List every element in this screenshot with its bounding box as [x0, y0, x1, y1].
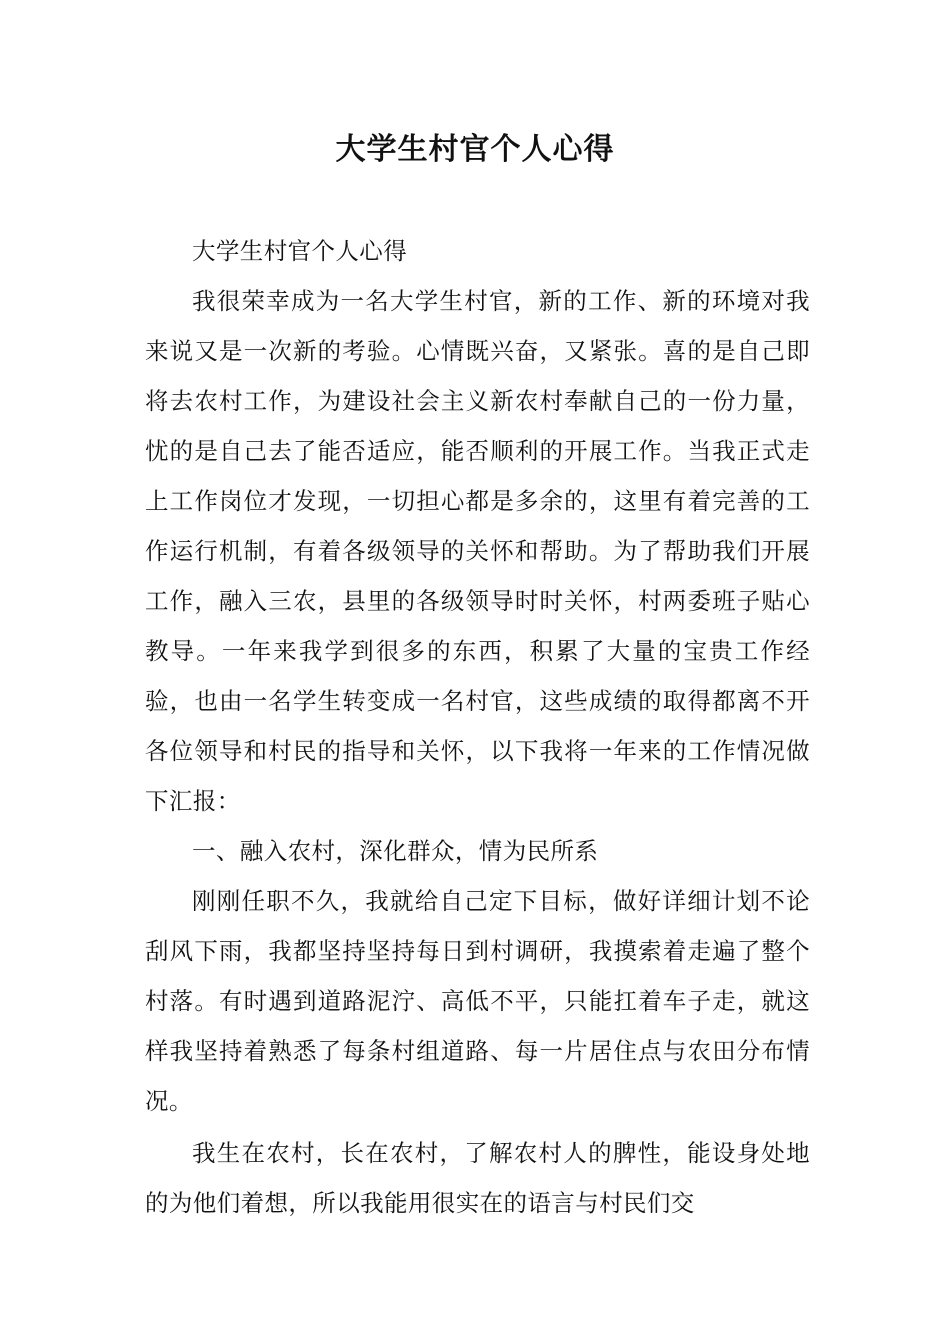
paragraph-subtitle: 大学生村官个人心得 — [192, 237, 408, 265]
section-heading-1: 一、融入农村，深化群众，情为民所系 — [192, 837, 599, 865]
paragraph-section-1-continued: 我生在农村，长在农村，了解农村人的脾性，能设身处地的为他们着想，所以我能用很实在的语言与村民们交 — [145, 1139, 810, 1217]
document-body — [145, 226, 810, 1228]
document-title: 大学生村官个人心得 — [335, 132, 615, 167]
paragraph-section-1: 刚刚任职不久，我就给自己定下目标，做好详细计划不论刮风下雨，我都坚持坚持每日到村调研，我摸索着走遍了整个村落。有时遇到道路泥泞、高低不平，只能扛着车子走，就这样我坚持着熟悉了每条村组道路、每一片居住点与农田分布情况。 — [145, 887, 810, 1115]
paragraph-introduction: 我很荣幸成为一名大学生村官，新的工作、新的环境对我来说又是一次新的考验。心情既兴奋，又紧张。喜的是自己即将去农村工作，为建设社会主义新农村奉献自己的一份力量，忧的是自己去了能否适应，能否顺利的开展工作。当我正式走上工作岗位才发现，一切担心都是多余的，这里有着完善的工作运行机制，有着各级领导的关怀和帮助。为了帮助我们开展工作，融入三农，县里的各级领导时时关怀，村两委班子贴心教导。一年来我学到很多的东西，积累了大量的宝贵工作经验，也由一名学生转变成一名村官，这些成绩的取得都离不开各位领导和村民的指导和关怀，以下我将一年来的工作情况做下汇报： — [145, 287, 810, 815]
